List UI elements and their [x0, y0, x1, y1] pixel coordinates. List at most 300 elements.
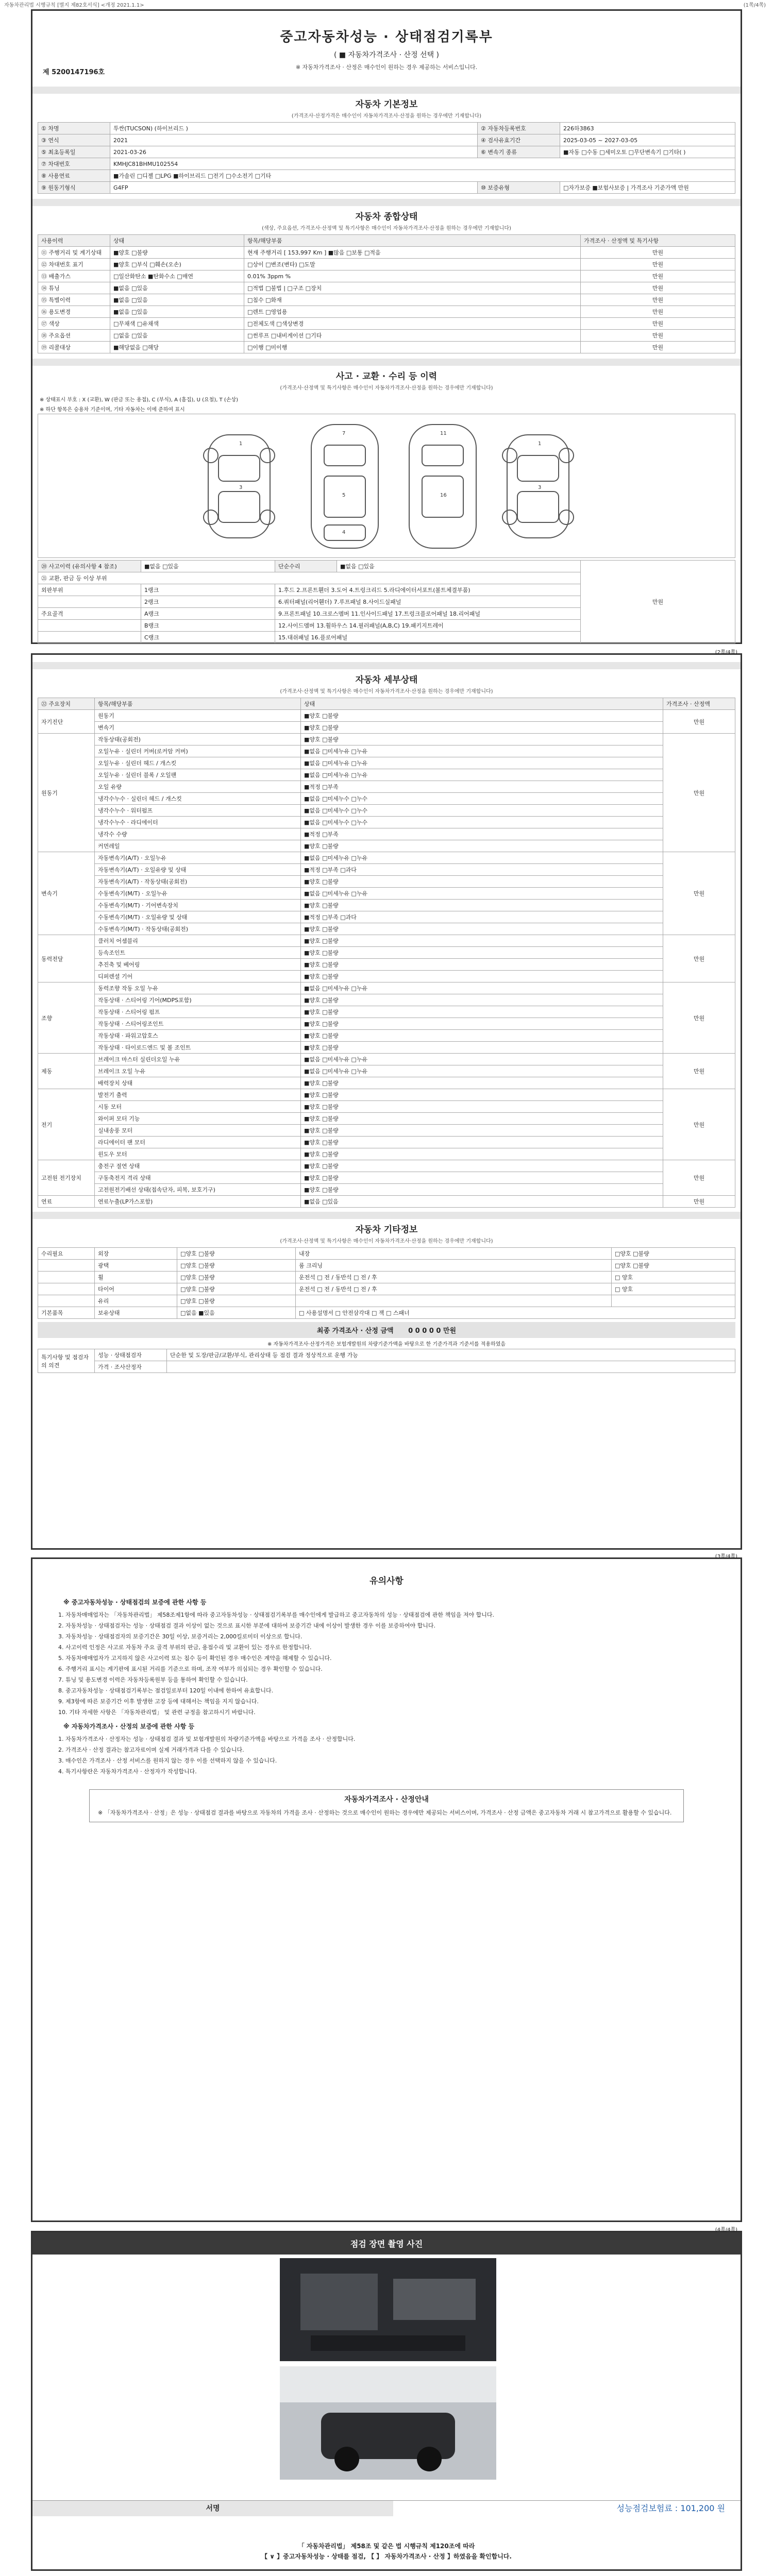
cell: 기본품목 [38, 1307, 95, 1319]
final-price-row [38, 1322, 735, 1338]
row-price: 만원 [581, 330, 735, 342]
item-name: 배력장치 상태 [95, 1077, 301, 1089]
part-group: 외판부위 [38, 584, 141, 596]
item-state: ■없음 □미세누유 □누유 [301, 745, 663, 757]
value: □자가보증 ■보험사보증 | 가격조사 기준가액 만원 [560, 182, 735, 194]
item-name: 윈도우 모터 [95, 1148, 301, 1160]
item-state: ■양호 □불량 [301, 734, 663, 745]
table-row [38, 247, 735, 259]
cell: □양호 □불량 [177, 1283, 296, 1295]
item-name: 자동변속기(A/T) · 작동상태(공회전) [95, 876, 301, 888]
section-name: 원동기 [38, 734, 95, 852]
part-group [38, 620, 141, 632]
item-state: ■양호 □불량 [301, 994, 663, 1006]
item-state: ■양호 □불량 [301, 1101, 663, 1113]
row-detail: □썬루프 □내비게이션 □기타 [244, 330, 581, 342]
table-row [38, 935, 735, 947]
value: 226하3863 [560, 123, 735, 134]
notice-item: 1. 자동차매매업자는 「자동차관리법」 제58조제1항에 따라 중고자동차성능 · 상태점검기록부를 매수인에게 발급하고 중고자동차의 성능 · 상태점검에 관한 책임을 져야 합니다. [58, 1611, 494, 1618]
item-state: ■양호 □불량 [301, 710, 663, 722]
row-price: 만원 [581, 318, 735, 330]
item-name: 작동상태(공회전) [95, 734, 301, 745]
part-group: 주요골격 [38, 608, 141, 620]
item-state: ■양호 □불량 [301, 1006, 663, 1018]
accident-subheading: (가격조사·산정액 및 특기사항은 매수인이 자동차가격조사·산정을 원하는 경우에만 기재합니다) [280, 385, 493, 391]
cell: 보유상태 [95, 1307, 177, 1319]
svg-text:3: 3 [538, 485, 542, 490]
item-name: 냉각수누수 · 워터펌프 [95, 805, 301, 817]
section-name: 제동 [38, 1054, 95, 1089]
car-outline-diagram [38, 414, 738, 557]
row-label: ⑯ 용도변경 [38, 306, 110, 318]
row-price: 만원 [581, 247, 735, 259]
table-row [38, 1361, 735, 1373]
item-name: 시동 모터 [95, 1101, 301, 1113]
item-state: ■양호 □불량 [301, 935, 663, 947]
part-group [38, 632, 141, 643]
item-name: 오일 유량 [95, 781, 301, 793]
item-name: 오일누유 · 실린더 커버(로커암 커버) [95, 745, 301, 757]
item-state: ■없음 □미세누유 □누유 [301, 757, 663, 769]
cell: □양호 □불량 [612, 1248, 735, 1260]
item-state: ■양호 □불량 [301, 1077, 663, 1089]
row-state: ■없음 □있음 [110, 306, 244, 318]
notice-section-2-heading: ※ 자동차가격조사 · 산정의 보증에 관한 사항 등 [63, 1723, 195, 1731]
item-name: 작동상태 · 스티어링 기어(MDPS포함) [95, 994, 301, 1006]
table-row [38, 1089, 735, 1101]
row-state: ■없음 □있음 [110, 282, 244, 294]
table-row [38, 864, 735, 876]
item-state: ■양호 □불량 [301, 1042, 663, 1054]
accident-legend-2: ※ 하단 항목은 승용차 기준이며, 기타 자동차는 이에 준하여 표시 [40, 407, 185, 413]
part-items: 9.프론트패널 10.크로스멤버 11.인사이드패널 17.트렁크플로어패널 18.리어패널 [275, 608, 581, 620]
table-row [38, 1295, 735, 1307]
accident-legend: ※ 상태표시 부호 : X (교환), W (판금 또는 용접), C (부식), A (흠집), U (요철), T (손상) [40, 397, 239, 403]
part-rank: 1랭크 [141, 584, 275, 596]
item-state: ■양호 □불량 [301, 900, 663, 911]
notice-item: 4. 사고이력 인정은 사고로 자동차 주요 골격 부위의 판금, 용접수리 및 교환이 있는 경우로 한정합니다. [58, 1643, 312, 1651]
table-row [38, 1030, 735, 1042]
table-row [38, 1248, 735, 1260]
table-row [38, 757, 735, 769]
table-row [38, 710, 735, 722]
section-price: 만원 [663, 734, 735, 852]
row-label: ⑰ 색상 [38, 318, 110, 330]
page-3 [31, 1554, 742, 2222]
parts-heading: ㉑ 교환, 판금 등 이상 부위 [38, 572, 581, 584]
cell [38, 1260, 95, 1272]
cell: 유리 [95, 1295, 177, 1307]
row-detail: □상이 □변조(변타) □도말 [244, 259, 581, 270]
item-name: 커먼레일 [95, 840, 301, 852]
table-row [38, 306, 735, 318]
car-diagram [38, 414, 735, 558]
final-price-value: 0 0 0 0 0 만원 [408, 1327, 457, 1335]
item-name: 오일누유 · 실린더 헤드 / 개스킷 [95, 757, 301, 769]
label: ⑩ 보증유형 [478, 182, 560, 194]
table-row [38, 158, 735, 170]
detail-status-subheading: (가격조사·산정액 및 특기사항은 매수인이 자동차가격조사·산정을 원하는 경우에만 기재합니다) [280, 689, 493, 694]
row-price: 만원 [581, 342, 735, 353]
value: ■가솔린 □디젤 □LPG ■하이브리드 □전기 □수소전기 □기타 [110, 170, 735, 182]
item-state: ■양호 □불량 [301, 1030, 663, 1042]
notice-item: 5. 자동차매매업자가 고지하지 않은 사고이력 또는 침수 등이 확인된 경우 매수인은 계약을 해제할 수 있습니다. [58, 1654, 332, 1662]
divider [32, 359, 741, 366]
row-state: □일산화탄소 ■탄화수소 □매연 [110, 270, 244, 282]
footer-text-1: 「 자동차관리법」 제58조 및 같은 법 시행규칙 제120조에 따라 [298, 2543, 475, 2550]
notice-item: 4. 특기사항란은 자동차가격조사 · 산정자가 작성합니다. [58, 1768, 197, 1775]
notice-item: 10. 기타 자세한 사항은 「자동차관리법」 및 관련 규정을 참고하시기 바랍니다. [58, 1709, 256, 1716]
item-state: ■양호 □불량 [301, 722, 663, 734]
table-row [38, 1172, 735, 1184]
svg-text:5: 5 [342, 493, 346, 498]
table-row [38, 1184, 735, 1196]
basic-info-table [38, 122, 735, 194]
item-state: ■없음 □미세누수 □누수 [301, 817, 663, 828]
section-name: 변속기 [38, 852, 95, 935]
table-row [38, 722, 735, 734]
part-items: 12.사이드멤버 13.휠하우스 14.필러패널(A,B,C) 19.패키지트레이 [275, 620, 581, 632]
item-state: ■양호 □불량 [301, 1113, 663, 1125]
cell: □양호 □불량 [612, 1260, 735, 1272]
table-row [38, 793, 735, 805]
value: 2021-03-26 [110, 146, 478, 158]
cell: 외장 [95, 1248, 177, 1260]
section-price: 만원 [663, 935, 735, 982]
insurance-fee: 성능점검보험료 : 101,200 원 [616, 2503, 725, 2513]
item-name: 브레이크 마스터 실린더오일 누유 [95, 1054, 301, 1065]
accident-heading: 사고 · 교환 · 수리 등 이력 [335, 371, 438, 382]
cell [612, 1295, 735, 1307]
value: 2025-03-05 ~ 2027-03-05 [560, 134, 735, 146]
notice-item: 1. 자동차가격조사 · 산정자는 성능 · 상태점검 결과 및 보험개발원의 차량기준가액을 바탕으로 가격을 조사 · 산정합니다. [58, 1735, 356, 1742]
table-row [38, 911, 735, 923]
row-label: ⑪ 주행거리 및 계기상태 [38, 247, 110, 259]
item-name: 등속조인트 [95, 947, 301, 959]
column-header: 항목/해당부품 [244, 235, 581, 247]
footer-text-2: 【 ∨ 】중고자동차성능 · 상태를 점검, 【 】 자동차가격조사 · 산정 】하였음을 확인합니다. [261, 2553, 512, 2560]
item-name: 수동변속기(M/T) · 기어변속장치 [95, 900, 301, 911]
vehicle-lift-photo [280, 2366, 496, 2480]
section-name: 고전원 전기장치 [38, 1160, 95, 1196]
cell: 내장 [296, 1248, 612, 1260]
section-price: 만원 [663, 1054, 735, 1089]
item-name: 발전기 출력 [95, 1089, 301, 1101]
item-state: ■양호 □불량 [301, 840, 663, 852]
table-row [38, 1272, 735, 1283]
item-name: 브레이크 오일 누유 [95, 1065, 301, 1077]
item-name: 충전구 절연 상태 [95, 1160, 301, 1172]
item-state: ■양호 □불량 [301, 923, 663, 935]
item-state: ■양호 □불량 [301, 1160, 663, 1172]
table-row [38, 294, 735, 306]
table-row [38, 1148, 735, 1160]
cell: □ 사용설명서 □ 안전삼각대 □ 잭 □ 스패너 [296, 1307, 735, 1319]
document-number: 제 5200147196호 [43, 69, 105, 76]
item-name: 냉각수누수 · 실린더 헤드 / 개스킷 [95, 793, 301, 805]
table-row [38, 840, 735, 852]
table-row [38, 1077, 735, 1089]
remarks-label: 특기사항 및 점검자의 의견 [38, 1349, 95, 1373]
simple-repair-label: 단순수리 [275, 561, 337, 572]
general-status-table [38, 234, 735, 353]
table-header-row [38, 235, 735, 247]
column-header: 가격조사 · 산정액 [663, 698, 735, 710]
label: ⑥ 변속기 종류 [478, 146, 560, 158]
svg-text:16: 16 [440, 493, 447, 498]
label: ① 차명 [38, 123, 110, 134]
label: ③ 연식 [38, 134, 110, 146]
cell: □ 양호 [612, 1272, 735, 1283]
item-name: 라디에이터 팬 모터 [95, 1137, 301, 1148]
svg-text:7: 7 [342, 431, 346, 436]
item-name: 와이퍼 모터 기능 [95, 1113, 301, 1125]
item-state: ■없음 □미세누유 □누유 [301, 888, 663, 900]
cell [38, 1283, 95, 1295]
column-header: ㉒ 주요장치 [38, 698, 95, 710]
item-name: 오일누유 · 실린더 블록 / 오일팬 [95, 769, 301, 781]
item-state: ■없음 □미세누유 □누유 [301, 1065, 663, 1077]
row-detail: □전체도색 □색상변경 [244, 318, 581, 330]
table-row [38, 1196, 735, 1208]
page-2-indicator: (2쪽/4쪽) [715, 650, 737, 655]
table-row [38, 1113, 735, 1125]
svg-text:3: 3 [239, 485, 243, 490]
cell: 광택 [95, 1260, 177, 1272]
notice-heading: 유의사항 [369, 1576, 404, 1586]
divider [32, 662, 741, 669]
row-price: 만원 [581, 270, 735, 282]
table-header-row [38, 698, 735, 710]
row-state: ■없음 □있음 [110, 294, 244, 306]
section-name: 전기 [38, 1089, 95, 1160]
notice-item: 2. 가격조사 · 산정 결과는 참고자료이며 실제 거래가격과 다를 수 있습니다. [58, 1746, 244, 1753]
item-state: ■양호 □불량 [301, 1148, 663, 1160]
cell [38, 1295, 95, 1307]
table-row [38, 959, 735, 971]
table-row [38, 781, 735, 793]
row-detail: □렌트 □영업용 [244, 306, 581, 318]
item-name: 실내송풍 모터 [95, 1125, 301, 1137]
divider [32, 199, 741, 206]
row-price: 만원 [581, 294, 735, 306]
notice-body [32, 1588, 741, 1782]
cell: 룸 크리닝 [296, 1260, 612, 1272]
label: ④ 검사유효기간 [478, 134, 560, 146]
cell: □양호 □불량 [177, 1272, 296, 1283]
table-row [38, 769, 735, 781]
item-name: 변속기 [95, 722, 301, 734]
engine-bay-photo [280, 2258, 496, 2361]
photo-heading: 점검 장면 촬영 사진 [32, 2232, 741, 2255]
accident-table [38, 560, 735, 643]
table-row [38, 1065, 735, 1077]
value: G4FP [110, 182, 478, 194]
page-4 [31, 2227, 742, 2571]
item-name: 추진축 및 베어링 [95, 959, 301, 971]
table-row [38, 146, 735, 158]
detail-status-table [38, 698, 735, 1208]
table-row [38, 1125, 735, 1137]
item-state: ■양호 □불량 [301, 947, 663, 959]
table-row [38, 282, 735, 294]
notice-item: 8. 중고자동차성능 · 상태점검기록부는 점검일로부터 120일 이내에 한하여 유효합니다. [58, 1687, 274, 1694]
row-label: ⑲ 리콜대상 [38, 342, 110, 353]
table-row [38, 1307, 735, 1319]
table-row [38, 923, 735, 935]
section-name: 연료 [38, 1196, 95, 1208]
row-state: ■양호 □불량 [110, 247, 244, 259]
cell: 타이어 [95, 1283, 177, 1295]
table-row [38, 1101, 735, 1113]
accident-history-value: ■없음 □있음 [141, 561, 275, 572]
part-rank: 2랭크 [141, 596, 275, 608]
part-rank: A랭크 [141, 608, 275, 620]
table-row [38, 971, 735, 982]
table-row [38, 1137, 735, 1148]
part-items: 6.쿼터패널(리어휀더) 7.루프패널 8.사이드실패널 [275, 596, 581, 608]
item-name: 고전원전기배선 상태(접속단자, 피복, 보호기구) [95, 1184, 301, 1196]
table-row [38, 1054, 735, 1065]
item-name: 작동상태 · 스티어링 펌프 [95, 1006, 301, 1018]
value: 2021 [110, 134, 478, 146]
row-price: 만원 [581, 306, 735, 318]
inspector-label: 성능 · 상태점검자 [95, 1349, 167, 1361]
table-row [38, 1006, 735, 1018]
column-header: 가격조사 · 산정액 및 특기사항 [581, 235, 735, 247]
row-label: ⑭ 튜닝 [38, 282, 110, 294]
vehicle-lift-photo-image [280, 2366, 496, 2480]
item-name: 작동상태 · 타이로드엔드 및 볼 조인트 [95, 1042, 301, 1054]
svg-text:1: 1 [239, 441, 243, 447]
item-name: 자동변속기(A/T) · 오일유량 및 상태 [95, 864, 301, 876]
row-label: ⑱ 주요옵션 [38, 330, 110, 342]
item-state: ■양호 □불량 [301, 1018, 663, 1030]
notice-section-1-heading: ※ 중고자동차성능 · 상태점검의 보증에 관한 사항 등 [63, 1599, 207, 1606]
table-row [38, 734, 735, 745]
row-detail: □적법 □불법 | □구조 □장치 [244, 282, 581, 294]
item-name: 작동상태 · 스티어링조인트 [95, 1018, 301, 1030]
table-row [38, 888, 735, 900]
label: ② 자동차등록번호 [478, 123, 560, 134]
item-name: 수동변속기(M/T) · 오일유량 및 상태 [95, 911, 301, 923]
table-row [38, 1160, 735, 1172]
item-state: ■없음 □미세누유 □누유 [301, 852, 663, 864]
item-name: 동력조향 작동 오일 누유 [95, 982, 301, 994]
item-name: 수동변속기(M/T) · 오일누유 [95, 888, 301, 900]
row-label: ⑫ 차대번호 표기 [38, 259, 110, 270]
item-state: ■적정 □부족 [301, 828, 663, 840]
final-price-label: 최종 가격조사 · 산정 금액 [316, 1327, 394, 1335]
section-price: 만원 [663, 710, 735, 734]
column-header: 상태 [301, 698, 663, 710]
divider [32, 87, 741, 94]
basic-info-heading: 자동차 기본정보 [355, 99, 418, 110]
item-name: 자동변속기(A/T) · 오일누유 [95, 852, 301, 864]
notice-item: 2. 자동차성능 · 상태점검자는 성능 · 상태점검 결과 이상이 없는 것으로 표시한 부분에 대하여 보증기간 내에 이상이 발생한 경우 이를 보증하여야 합니다. [58, 1622, 435, 1629]
table-row [38, 805, 735, 817]
item-state: ■양호 □불량 [301, 1089, 663, 1101]
table-row [38, 1260, 735, 1272]
label: ⑨ 원동기형식 [38, 182, 110, 194]
value: KMHJC81BHMU102554 [110, 158, 735, 170]
table-row [38, 1283, 735, 1295]
table-row [38, 745, 735, 757]
general-status-subheading: (색상, 주요옵션, 가격조사·산정액 및 특기사항은 매수인이 자동차가격조사·산정을 원하는 경우에만 기재합니다) [262, 226, 511, 231]
table-row [38, 817, 735, 828]
appraiser-remarks [167, 1361, 735, 1373]
item-state: ■없음 □미세누유 □누유 [301, 1054, 663, 1065]
table-row [38, 318, 735, 330]
label: ⑤ 최초등록일 [38, 146, 110, 158]
part-items: 1.후드 2.프론트휀더 3.도어 4.트렁크리드 5.라디에이터서포트(볼트체결부품) [275, 584, 581, 596]
notice-item: 3. 매수인은 가격조사 · 산정 서비스를 원하지 않는 경우 이를 선택하지 않을 수 있습니다. [58, 1757, 277, 1764]
item-state: ■양호 □불량 [301, 876, 663, 888]
section-price: 만원 [663, 1089, 735, 1160]
table-row [38, 828, 735, 840]
item-state: ■적정 □부족 □과다 [301, 911, 663, 923]
page-3-indicator: (3쪽/4쪽) [715, 1554, 737, 1560]
part-group [38, 596, 141, 608]
item-name: 수동변속기(M/T) · 작동상태(공회전) [95, 923, 301, 935]
item-name: 냉각수 수량 [95, 828, 301, 840]
detail-status-heading: 자동차 세부상태 [355, 675, 418, 685]
value: ■자동 □수동 □세미오토 □무단변속기 □기타( ) [560, 146, 735, 158]
cell: □없음 ■있음 [177, 1307, 296, 1319]
row-detail: □이행 □미이행 [244, 342, 581, 353]
table-row [38, 876, 735, 888]
svg-text:4: 4 [342, 530, 346, 535]
table-row [38, 342, 735, 353]
other-info-heading: 자동차 기타정보 [355, 1225, 418, 1235]
item-state: ■없음 □미세누수 □누수 [301, 805, 663, 817]
section-price: 만원 [663, 1196, 735, 1208]
section-name: 동력전달 [38, 935, 95, 982]
document-title: 중고자동차성능 · 상태점검기록부 [280, 29, 493, 45]
svg-text:1: 1 [538, 441, 542, 447]
label: ⑧ 사용연료 [38, 170, 110, 182]
cell: □ 양호 [612, 1283, 735, 1295]
document-subtitle: ( ■ 자동차가격조사 · 산정 선택 ) [333, 51, 440, 59]
appraiser-label: 가격 · 조사산정자 [95, 1361, 167, 1373]
other-info-subheading: (가격조사·산정액 및 특기사항은 매수인이 자동차가격조사·산정을 원하는 경우에만 기재합니다) [280, 1239, 493, 1244]
item-state: ■양호 □불량 [301, 1125, 663, 1137]
final-price-note: ※ 자동차가격조사·산정가격은 보험개발원의 차량기준가액을 바탕으로 한 기준가격과 기준서를 적용하였음 [267, 1342, 506, 1347]
table-row [38, 852, 735, 864]
table-row [38, 270, 735, 282]
general-status-heading: 자동차 종합상태 [355, 212, 418, 222]
document-note: ※ 자동차가격조사 · 산정은 매수인이 원하는 경우 제공하는 서비스입니다. [295, 64, 478, 71]
table-row [38, 900, 735, 911]
divider [32, 1212, 741, 1219]
remarks-table [38, 1349, 735, 1373]
item-state: ■적정 □부족 [301, 781, 663, 793]
cell: □양호 □불량 [177, 1295, 296, 1307]
engine-bay-photo-image [280, 2258, 496, 2361]
part-rank: B랭크 [141, 620, 275, 632]
item-state: ■적정 □부족 □과다 [301, 864, 663, 876]
notice-item: 7. 튜닝 및 용도변경 이력은 자동차등록원부 등을 통하여 확인할 수 있습니다. [58, 1676, 248, 1683]
table-row [38, 1349, 735, 1361]
table-row [38, 947, 735, 959]
item-state: ■없음 □있음 [301, 1196, 663, 1208]
appraisal-info-heading: 자동차가격조사 · 산정안내 [344, 1795, 429, 1804]
table-row [38, 330, 735, 342]
label: ⑦ 차대번호 [38, 158, 110, 170]
section-price: 만원 [663, 852, 735, 935]
table-row [38, 994, 735, 1006]
column-header: 사용이력 [38, 235, 110, 247]
